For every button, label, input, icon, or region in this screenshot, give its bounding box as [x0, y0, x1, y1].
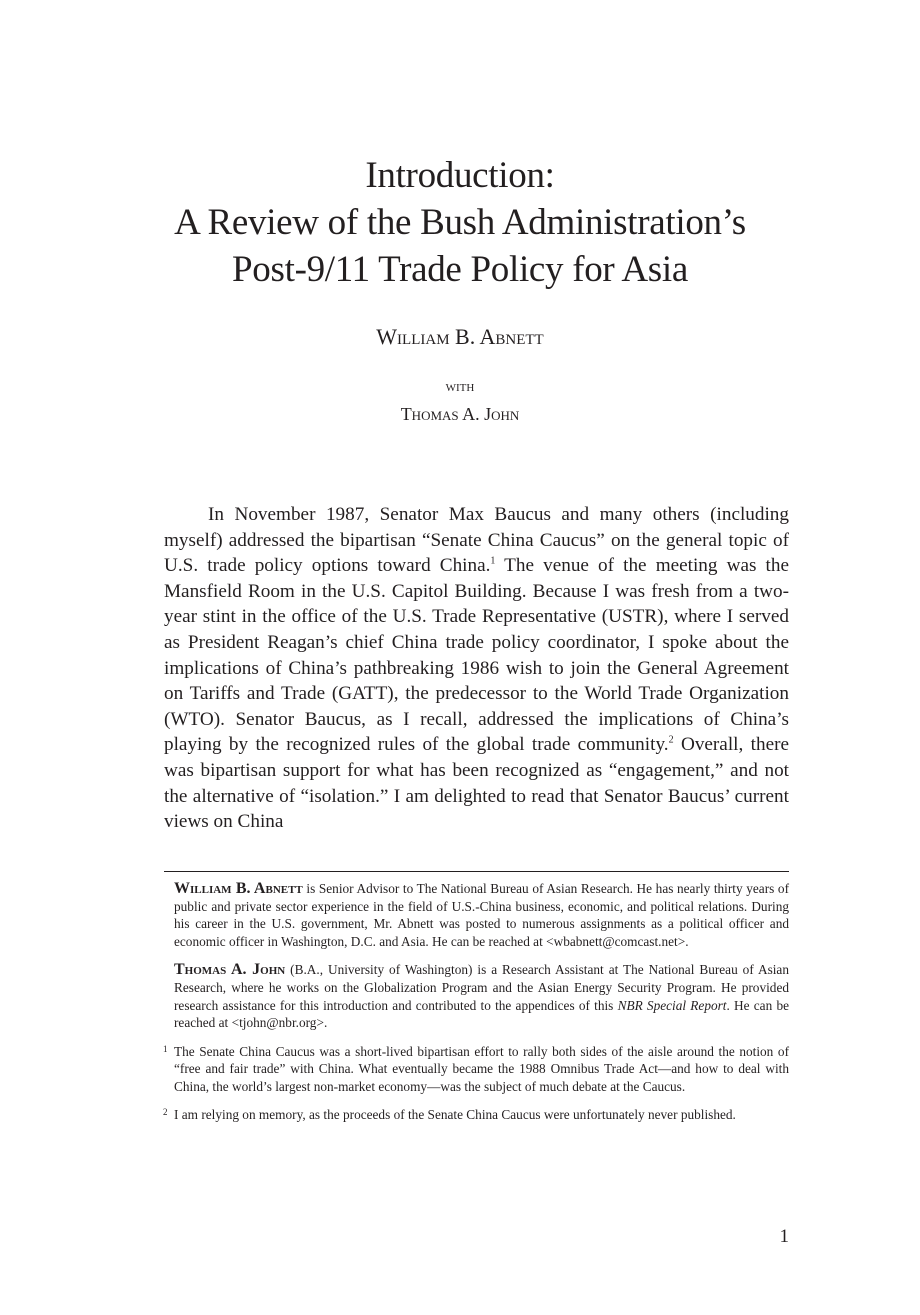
footnotes-section	[163, 880, 790, 1133]
title-line-3: Post-9/11 Trade Policy for Asia	[232, 249, 688, 290]
footnote-2-number: 2	[163, 1106, 168, 1117]
report-title: NBR Special Report	[617, 997, 727, 1013]
title-line-1: Introduction:	[365, 155, 555, 196]
footnote-ref-2[interactable]: 2	[668, 734, 674, 746]
paragraph-text-1: In November 1987, Senator Max Baucus and many others (including myself) addressed the bipartisan “Senate China Caucus” on the general topic of U.S. trade policy options toward China.	[164, 504, 789, 577]
footnote-1-number: 1	[163, 1043, 168, 1054]
paragraph-text-3: Overall, there was bipartisan support for what has been recognized as “engagement,” and not the alternative of “isolation.” I am delighted to read that Senator Baucus’ current views on China	[164, 734, 789, 833]
bio-coauthor-text-a: (B.A., University of Washington) is a Research Assistant at The National Bureau of Asian Research, where he works on the Globalization Program and the Asian Energy Security Program. He provided research assistance for this introduction and contributed to the appendices of this	[174, 962, 789, 1013]
title-line-2: A Review of the Bush Administration’s	[174, 202, 746, 243]
bio-author-name: William B. Abnett	[174, 880, 303, 897]
footnote-1	[163, 1043, 789, 1096]
paragraph-text-2: The venue of the meeting was the Mansfield Room in the U.S. Capitol Building. Because I was fresh from a two-year stint in the office of the U.S. Trade Representative (USTR), where I served as President Reagan’s chief China trade policy coordinator, I spoke about the implications of China’s pathbreaking 1986 wish to join the General Agreement on Tariffs and Trade (GATT), the predecessor to the World Trade Organization (WTO). Senator Baucus, as I recall, addressed the implications of China’s playing by the recognized rules of the global trade community.	[164, 555, 789, 756]
coauthor-name: Thomas A. John	[400, 404, 520, 424]
author-name: William B. Abnett	[376, 324, 544, 349]
footnote-ref-1[interactable]: 1	[490, 555, 496, 567]
bio-coauthor-text-b: . He can be reached at <tjohn@nbr.org>.	[174, 997, 790, 1031]
footnote-2	[163, 1106, 789, 1124]
with-label: with	[445, 378, 475, 395]
footnote-divider	[164, 871, 789, 872]
chapter-title	[0, 152, 920, 293]
bio-author-text: is Senior Advisor to The National Bureau of Asian Research. He has nearly thirty years of public and private sector experience in the field of U.S.-China business, economic, and political relations. During his career in the U.S. government, Mr. Abnett was posted to numerous assignments as a political officer and economic officer in Washington, D.C. and Asia. He can be reached at <wbabnett@comcast.net>.	[174, 881, 789, 949]
page-number: 1	[779, 1226, 789, 1247]
footnote-1-text: The Senate China Caucus was a short-lived bipartisan effort to rally both sides of the aisle around the notion of “free and fair trade” with China. What eventually became the 1988 Omnibus Trade Act—and how to deal with China, the world’s largest non-market economy—was the subject of much debate at the Caucus.	[174, 1043, 789, 1094]
bio-coauthor-name: Thomas A. John	[174, 961, 286, 979]
body-paragraph	[164, 502, 789, 835]
coauthor-bio	[174, 961, 789, 1031]
footnote-2-text: I am relying on memory, as the proceeds of the Senate China Caucus were unfortunately never published.	[174, 1106, 736, 1122]
author-bio	[174, 880, 789, 950]
